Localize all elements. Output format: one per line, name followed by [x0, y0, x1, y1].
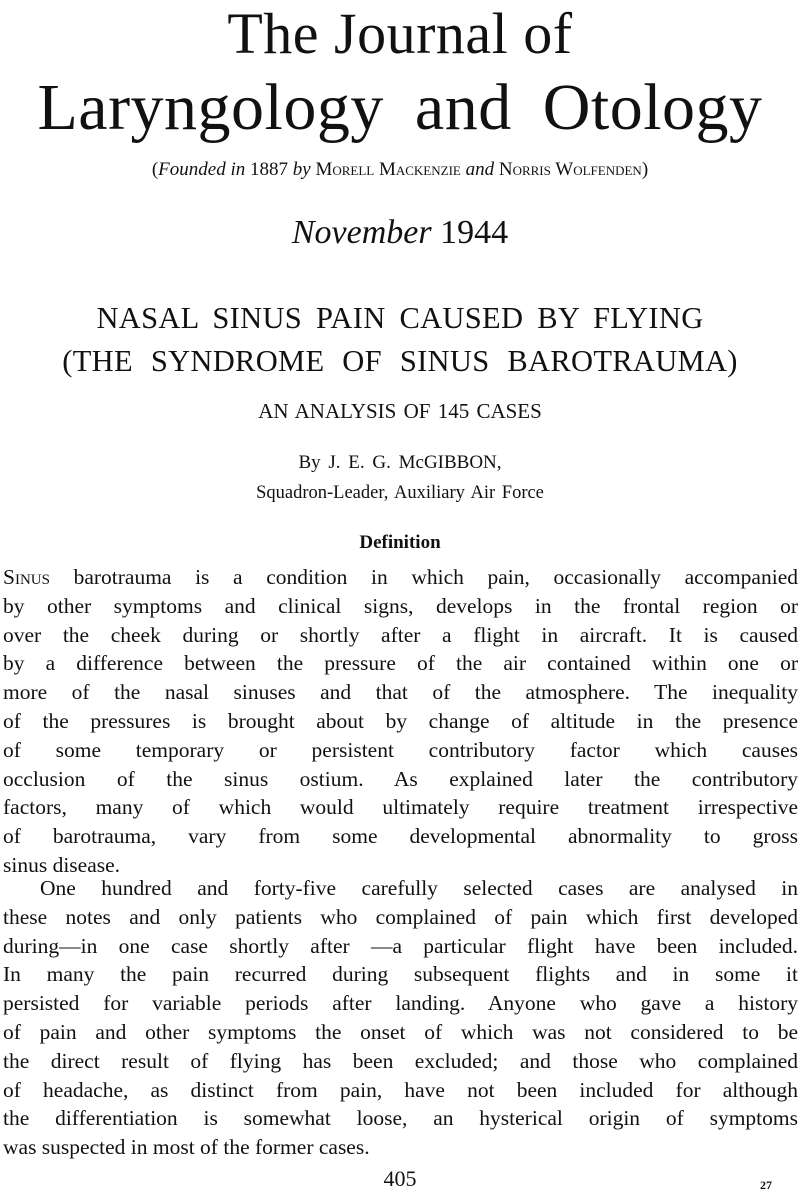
article-subtitle: AN ANALYSIS OF 145 CASES	[258, 399, 542, 423]
dropcap-word: Sinus	[3, 565, 50, 589]
section-heading: Definition	[359, 532, 441, 553]
text-line: more of the nasal sinuses and that of the atmosphere. The inequality	[3, 680, 798, 705]
text-line: over the cheek during or shortly after a flight in aircraft. It is caused	[3, 622, 798, 647]
author-byline: By J. E. G. McGIBBON,	[298, 452, 502, 473]
founded-year: 1887	[250, 159, 288, 180]
text-line: occlusion of the sinus ostium. As explained later the contributory	[3, 766, 798, 791]
text-line: factors, many of which would ultimately require treatment irrespective	[3, 795, 798, 820]
founded-in-text: Founded in	[158, 159, 246, 180]
text-line: these notes and only patients who complained of pain which first developed	[3, 904, 798, 929]
founder-2: Norris Wolfenden	[498, 159, 642, 180]
text-line: sinus disease.	[3, 852, 121, 877]
text-line: the differentiation is somewhat loose, an hysterical origin of symptoms	[3, 1106, 798, 1131]
text-line: of pain and other symptoms the onset of which was not considered to be	[3, 1019, 798, 1044]
page-number: 405	[383, 1166, 417, 1191]
issue-date	[0, 212, 800, 254]
journal-title-line1: The Journal of	[227, 1, 573, 66]
text-line: persisted for variable periods after landing. Anyone who gave a history	[3, 991, 798, 1016]
text-line: of barotrauma, vary from some developmental abnormality to gross	[3, 824, 798, 849]
text-line: by a difference between the pressure of the air contained within one or	[3, 651, 798, 676]
founded-note	[0, 158, 800, 182]
and-text: and	[465, 159, 495, 180]
article-title-line2: (THE SYNDROME OF SINUS BAROTRAUMA)	[62, 344, 738, 378]
text-line: was suspected in most of the former cases.	[3, 1135, 370, 1160]
by-text: by	[292, 159, 311, 180]
author-rank: Squadron-Leader, Auxiliary Air Force	[256, 483, 544, 503]
issue-month: November	[291, 214, 432, 251]
founder-1: Morell Mackenzie	[315, 159, 461, 180]
paren-close: )	[641, 159, 649, 180]
text-line: of some temporary or persistent contributory factor which causes	[3, 737, 798, 762]
text-line: by other symptoms and clinical signs, develops in the frontal region or	[3, 593, 798, 618]
paren-open: (	[151, 159, 159, 180]
text-line: of headache, as distinct from pain, have not been included for although	[3, 1077, 798, 1102]
text-line: One hundred and forty-five carefully selected cases are analysed in	[40, 876, 798, 900]
issue-year: 1944	[440, 214, 509, 251]
paragraph-definition	[3, 563, 798, 880]
text-line: In many the pain recurred during subsequent flights and in some it	[3, 962, 798, 987]
article-title-line1: NASAL SINUS PAIN CAUSED BY FLYING	[96, 301, 704, 335]
text-line: Sinus barotrauma is a condition in which pain, occasionally accompanied	[3, 565, 798, 589]
text-line: of the pressures is brought about by change of altitude in the presence	[3, 708, 798, 733]
text-line: the direct result of flying has been excluded; and those who complained	[3, 1048, 798, 1073]
paragraph-case-selection	[3, 874, 798, 1162]
signature-mark: 27	[760, 1178, 772, 1192]
journal-title-line2: Laryngology and Otology	[37, 71, 763, 144]
text-line: during—in one case shortly after —a particular flight have been included.	[3, 933, 798, 958]
